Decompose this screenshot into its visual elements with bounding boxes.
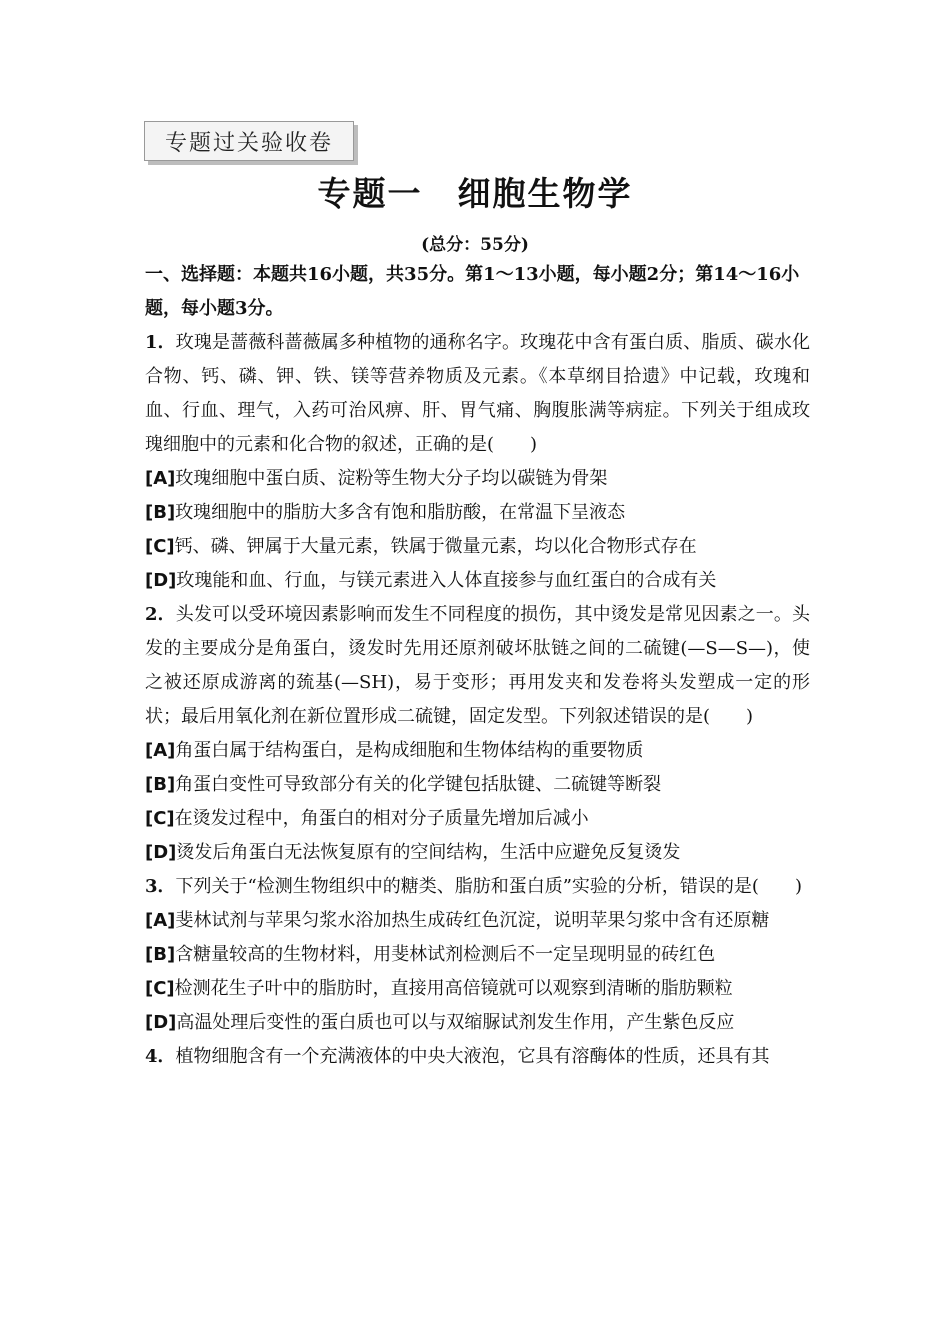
question-number: 1．	[145, 332, 176, 353]
question-2	[145, 598, 810, 734]
page-title: 专题一 细胞生物学	[317, 174, 633, 213]
question-stem: 植物细胞含有一个充满液体的中央大液泡，它具有溶酶体的性质，还具有其	[175, 1046, 770, 1067]
option-b	[145, 938, 810, 972]
option-text: 玫瑰能和血、行血，与镁元素进入人体直接参与血红蛋白的合成有关	[176, 570, 717, 591]
total-score: (总分：55分)	[421, 235, 529, 255]
option-text: 玫瑰细胞中的脂肪大多含有饱和脂肪酸，在常温下呈液态	[175, 502, 626, 523]
option-text: 角蛋白变性可导致部分有关的化学键包括肽键、二硫键等断裂	[175, 774, 662, 795]
option-letter: [A]	[145, 910, 176, 931]
option-c	[145, 802, 810, 836]
option-text: 在烫发过程中，角蛋白的相对分子质量先增加后减小	[174, 808, 589, 829]
section-banner: 专题过关验收卷	[144, 121, 354, 161]
question-1	[145, 326, 810, 462]
option-a	[145, 462, 810, 496]
option-letter: [B]	[145, 944, 176, 965]
question-content	[145, 258, 810, 1074]
option-letter: [C]	[145, 536, 175, 557]
option-b	[145, 496, 810, 530]
option-text: 角蛋白属于结构蛋白，是构成细胞和生物体结构的重要物质	[175, 740, 644, 761]
option-text: 含糖量较高的生物材料，用斐林试剂检测后不一定呈现明显的砖红色	[175, 944, 716, 965]
question-3	[145, 870, 810, 904]
option-letter: [C]	[145, 808, 175, 829]
option-letter: [B]	[145, 774, 176, 795]
option-d	[145, 836, 810, 870]
question-stem: 玫瑰是蔷薇科蔷薇属多种植物的通称名字。玫瑰花中含有蛋白质、脂质、碳水化合物、钙、磷、钾、铁、镁等营养物质及元素。《本草纲目拾遗》中记载，玫瑰和血、行血、理气，入药可治风痹、肝、胃气痛、胸腹胀满等病症。下列关于组成玫瑰细胞中的元素和化合物的叙述，正确的是( )	[145, 332, 810, 455]
question-4	[145, 1040, 810, 1074]
option-d	[145, 564, 810, 598]
option-text: 玫瑰细胞中蛋白质、淀粉等生物大分子均以碳链为骨架	[175, 468, 608, 489]
option-text: 钙、磷、钾属于大量元素，铁属于微量元素，均以化合物形式存在	[174, 536, 697, 557]
option-text: 斐林试剂与苹果匀浆水浴加热生成砖红色沉淀，说明苹果匀浆中含有还原糖	[175, 910, 770, 931]
option-c	[145, 972, 810, 1006]
option-text: 检测花生子叶中的脂肪时，直接用高倍镜就可以观察到清晰的脂肪颗粒	[174, 978, 733, 999]
option-letter: [A]	[145, 468, 176, 489]
option-c	[145, 530, 810, 564]
option-text: 高温处理后变性的蛋白质也可以与双缩脲试剂发生作用，产生紫色反应	[176, 1012, 735, 1033]
question-stem: 下列关于“检测生物组织中的糖类、脂肪和蛋白质”实验的分析，错误的是( )	[175, 876, 802, 897]
question-stem: 头发可以受环境因素影响而发生不同程度的损伤，其中烫发是常见因素之一。头发的主要成分是角蛋白，烫发时先用还原剂破坏肽链之间的二硫键(—S—S—)，使之被还原成游离的巯基(—SH)，易于变形；再用发夹和发卷将头发塑成一定的形状；最后用氧化剂在新位置形成二硫键，固定发型。下列叙述错误的是( )	[145, 604, 810, 727]
question-number: 2．	[145, 604, 176, 625]
option-text: 烫发后角蛋白无法恢复原有的空间结构，生活中应避免反复烫发	[176, 842, 681, 863]
section-heading: 一、选择题：本题共16小题，共35分。第1～13小题，每小题2分；第14～16小题，每小题3分。	[145, 264, 800, 319]
question-number: 3．	[145, 876, 176, 897]
option-letter: [D]	[145, 1012, 177, 1033]
option-a	[145, 904, 810, 938]
option-b	[145, 768, 810, 802]
option-a	[145, 734, 810, 768]
option-letter: [A]	[145, 740, 176, 761]
option-letter: [C]	[145, 978, 175, 999]
option-letter: [D]	[145, 570, 177, 591]
option-letter: [B]	[145, 502, 176, 523]
option-letter: [D]	[145, 842, 177, 863]
question-number: 4．	[145, 1046, 176, 1067]
option-d	[145, 1006, 810, 1040]
